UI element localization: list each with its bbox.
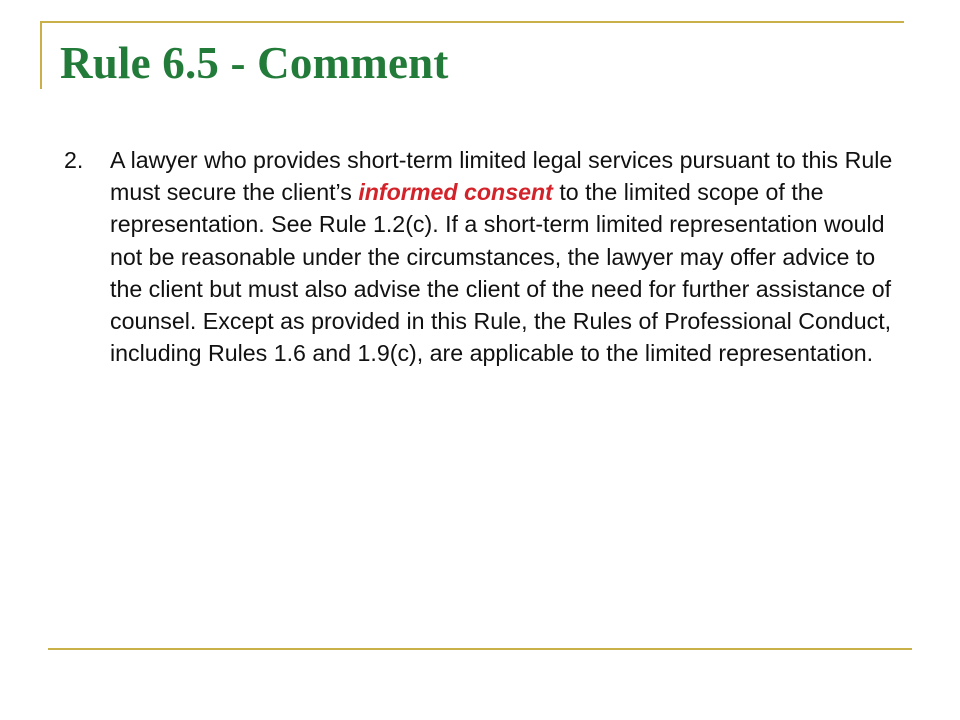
- bottom-divider: [48, 648, 912, 650]
- item-number: 2.: [64, 147, 84, 173]
- comment-item: [64, 144, 894, 369]
- comment-text: [110, 147, 892, 366]
- emphasis-consent: consent: [463, 179, 553, 206]
- left-divider: [40, 21, 42, 89]
- comment-text-part1: A lawyer who provides short-term limited legal services pursuant to this Rule must secure the client’s: [110, 147, 893, 206]
- slide-title: Rule 6.5 - Comment: [60, 38, 449, 88]
- comment-text-part3: to the limited scope of the representation. See Rule 1.2(c). If a short-term limited representation would not be reasonable under the circumstances, the lawyer may offer advice to the client but must also advise the client of the need for further assistance of counsel. Except as provided in this Rule, the Rules of Professional Conduct, including Rules 1.6 and 1.9(c), are applicable to the limited representation.: [110, 179, 892, 367]
- comment-list: [64, 144, 894, 369]
- emphasis-informed: informed: [358, 179, 458, 206]
- top-divider: [40, 21, 904, 23]
